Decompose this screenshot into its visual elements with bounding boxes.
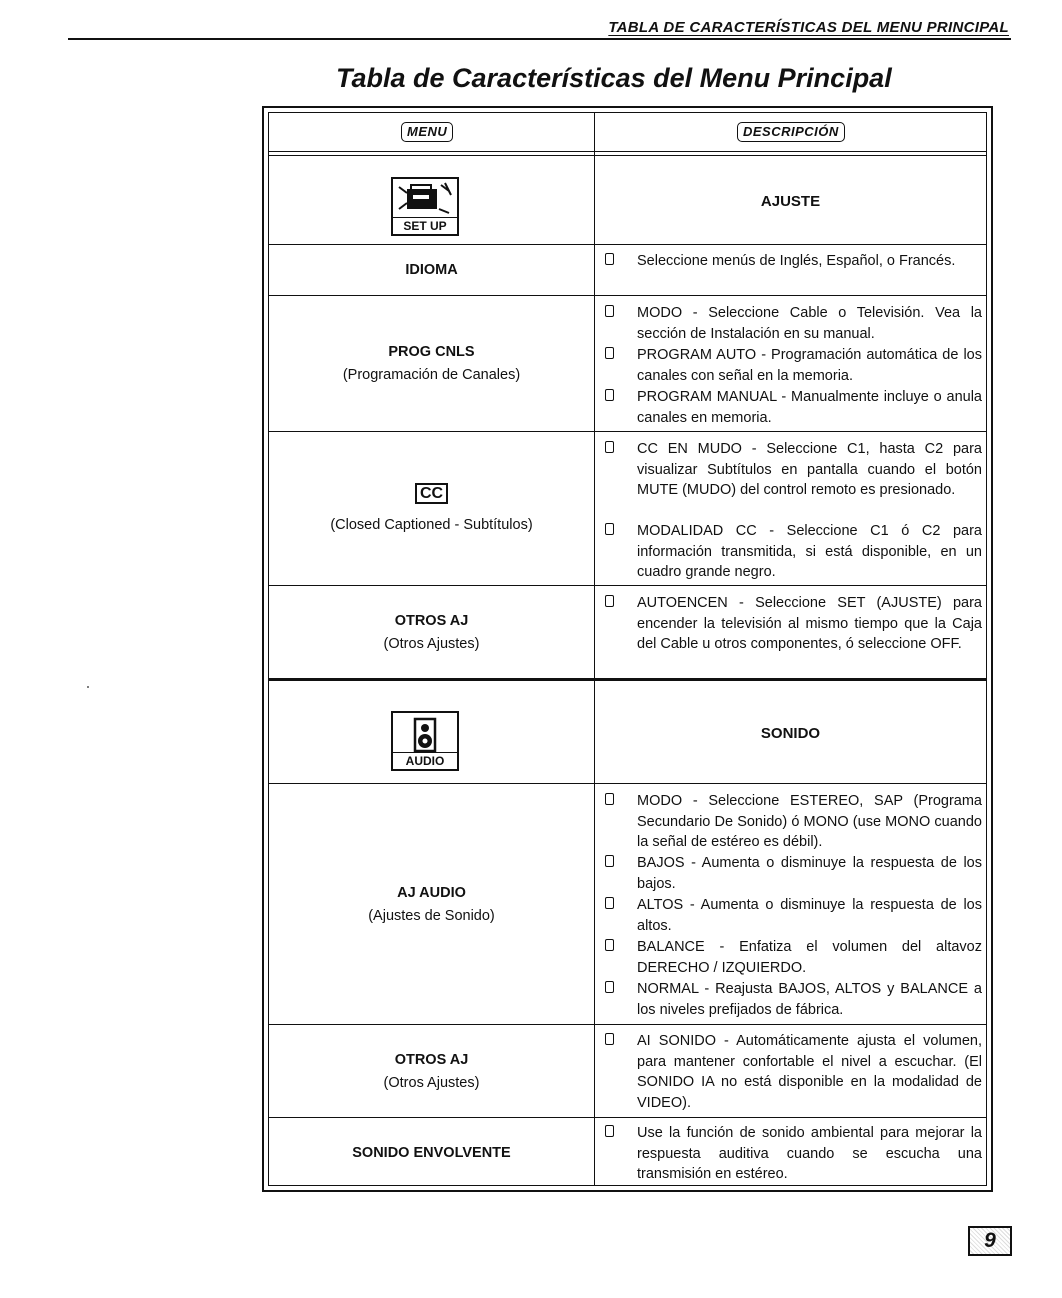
speaker-icon (393, 713, 457, 755)
setup-icon-label: SET UP (393, 217, 457, 234)
menu-item-name: PROG CNLS (388, 344, 475, 360)
checkbox-bullet-icon (605, 441, 614, 453)
checkbox-bullet-icon (605, 347, 614, 359)
audio-icon (391, 711, 459, 771)
section-divider (269, 678, 986, 681)
item-text: MODALIDAD CC - Seleccione C1 ó C2 para información transmitida, si está disponible, en un cuadro grande negro. (637, 523, 982, 580)
menu-item-name: SONIDO ENVOLVENTE (352, 1145, 511, 1161)
description-column-header: DESCRIPCIÓN (737, 122, 845, 142)
menu-item-subtitle: (Otros Ajustes) (383, 1074, 480, 1091)
menu-item-subtitle: (Programación de Canales) (342, 367, 521, 383)
item-text: ALTOS - Aumenta o disminuye la respuesta de los altos. (637, 897, 982, 934)
item-text: Seleccione menús de Inglés, Español, o Francés. (637, 253, 956, 269)
checkbox-bullet-icon (605, 305, 614, 317)
item-text: AUTOENCEN - Seleccione SET (AJUSTE) para encender la televisión al mismo tiempo que la Caja del Cable u otros componentes, ó seleccione OFF. (637, 595, 982, 652)
menu-cell-cc (269, 432, 594, 585)
checkbox-bullet-icon (605, 897, 614, 909)
checkbox-bullet-icon (605, 595, 614, 607)
menu-item-name: AJ AUDIO (397, 884, 466, 901)
item-text: PROGRAM MANUAL - Manualmente incluye o anula canales en memoria. (637, 389, 982, 426)
toolbox-icon (393, 179, 457, 219)
menu-table (262, 106, 993, 1192)
item-text: BAJOS - Aumenta o disminuye la respuesta de los bajos. (637, 855, 982, 892)
audio-section-title: SONIDO (760, 725, 821, 742)
menu-cell-aj-audio (269, 784, 594, 1024)
item-text: PROGRAM AUTO - Programación automática de los canales con señal en la memoria. (637, 347, 982, 384)
menu-cell-otros-aj-audio (269, 1025, 594, 1117)
menu-item-subtitle: (Closed Captioned - Subtítulos) (330, 516, 533, 533)
item-text: AI SONIDO - Automáticamente ajusta el volumen, para mantener confortable el nivel a escuchar. (El SONIDO IA no está disponible en la modalidad de VIDEO). (637, 1033, 982, 1111)
item-text: BALANCE - Enfatiza el volumen del altavoz DERECHO / IZQUIERDO. (637, 939, 982, 976)
menu-cell-sonido-envolvente (269, 1118, 594, 1188)
menu-cell-otros-aj-setup (269, 586, 594, 678)
checkbox-bullet-icon (605, 855, 614, 867)
scan-speck (87, 686, 89, 688)
item-text: MODO - Seleccione Cable o Televisión. Vea la sección de Instalación en su manual. (637, 305, 982, 342)
audio-icon-label: AUDIO (393, 752, 457, 769)
header-divider (269, 151, 986, 156)
menu-table-inner (268, 112, 987, 1186)
checkbox-bullet-icon (605, 939, 614, 951)
checkbox-bullet-icon (605, 793, 614, 805)
menu-item-subtitle: (Otros Ajustes) (383, 635, 480, 652)
setup-section-title: AJUSTE (760, 193, 821, 210)
menu-column-header: MENU (401, 122, 453, 142)
checkbox-bullet-icon (605, 1125, 614, 1137)
checkbox-bullet-icon (605, 981, 614, 993)
menu-item-name: OTROS AJ (394, 1051, 469, 1068)
checkbox-bullet-icon (605, 1033, 614, 1045)
checkbox-bullet-icon (605, 389, 614, 401)
checkbox-bullet-icon (605, 253, 614, 265)
page-number: 9 (968, 1226, 1012, 1256)
item-text: NORMAL - Reajusta BAJOS, ALTOS y BALANCE a los niveles prefijados de fábrica. (637, 981, 982, 1018)
cc-icon: CC (415, 483, 448, 504)
checkbox-bullet-icon (605, 523, 614, 535)
item-text: Use la función de sonido ambiental para mejorar la respuesta auditiva cuando se escucha una transmisión en estéreo. (637, 1125, 982, 1182)
page-title: Tabla de Características del Menu Principal (336, 63, 892, 93)
menu-item-name: OTROS AJ (394, 612, 469, 629)
running-head: TABLA DE CARACTERÍSTICAS DEL MENU PRINCIPAL (68, 16, 1011, 40)
item-text: CC EN MUDO - Seleccione C1, hasta C2 para visualizar Subtítulos en pantalla cuando el botón MUTE (MUDO) del control remoto es presionado. (637, 441, 982, 498)
menu-cell-idioma (269, 245, 594, 295)
menu-item-subtitle: (Ajustes de Sonido) (368, 907, 495, 924)
setup-icon (391, 177, 459, 236)
item-text: MODO - Seleccione ESTEREO, SAP (Programa Secundario De Sonido) ó MONO (use MONO cuando la señal de estéreo es débil). (637, 793, 982, 850)
menu-item-name: IDIOMA (405, 262, 458, 278)
menu-cell-prog-cnls (269, 296, 594, 431)
